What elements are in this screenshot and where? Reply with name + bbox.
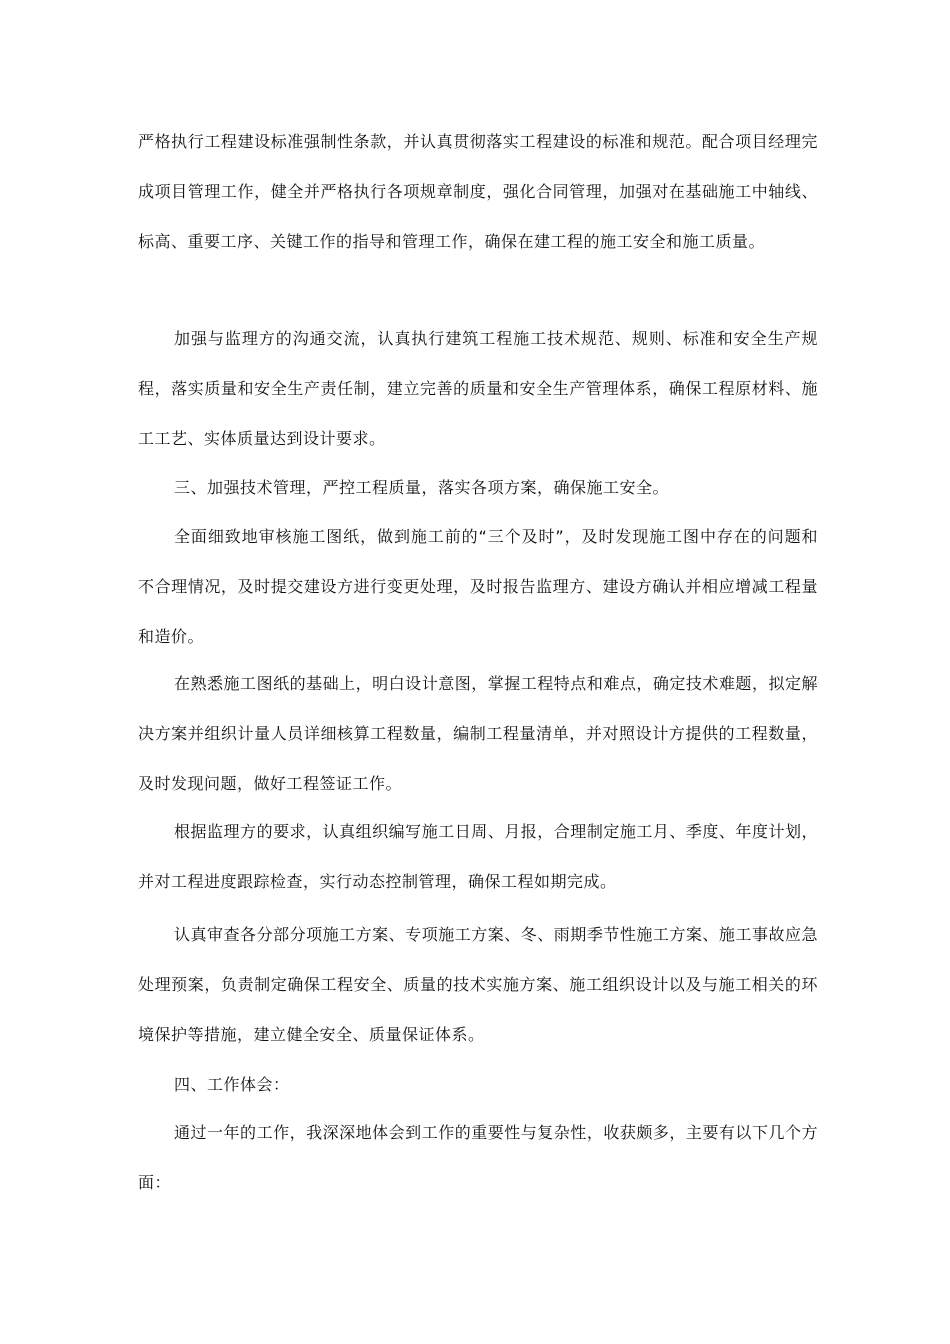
paragraph-standards-compliance: 严格执行工程建设标准强制性条款，并认真贯彻落实工程建设的标准和规范。配合项目经理完成项目管理工作，健全并严格执行各项规章制度，强化合同管理，加强对在基础施工中轴线、标高、重要工序、关键工作的指导和管理工作，确保在建工程的施工安全和施工质量。 (138, 132, 818, 251)
paragraph-progress-planning: 根据监理方的要求，认真组织编写施工日周、月报，合理制定施工月、季度、年度计划，并对工程进度跟踪检查，实行动态控制管理，确保工程如期完成。 (138, 822, 818, 891)
paragraph-construction-plans: 认真审查各分部分项施工方案、专项施工方案、冬、雨期季节性施工方案、施工事故应急处理预案，负责制定确保工程安全、质量的技术实施方案、施工组织设计以及与施工相关的环境保护等措施，建立健全安全、质量保证体系。 (138, 925, 818, 1044)
section-heading-work-experience: 四、工作体会： (174, 1075, 290, 1094)
paragraph-drawing-review: 全面细致地审核施工图纸，做到施工前的“三个及时”，及时发现施工图中存在的问题和不合理情况，及时提交建设方进行变更处理，及时报告监理方、建设方确认并相应增减工程量和造价。 (138, 527, 818, 646)
section-heading-technical-management: 三、加强技术管理，严控工程质量，落实各项方案，确保施工安全。 (174, 478, 670, 497)
paragraph-experience-intro: 通过一年的工作，我深深地体会到工作的重要性与复杂性，收获颇多，主要有以下几个方面： (138, 1123, 818, 1192)
paragraph-quantity-calculation: 在熟悉施工图纸的基础上，明白设计意图，掌握工程特点和难点，确定技术难题，拟定解决方案并组织计量人员详细核算工程数量，编制工程量清单，并对照设计方提供的工程数量，及时发现问题，做好工程签证工作。 (138, 674, 818, 793)
paragraph-supervision-communication: 加强与监理方的沟通交流，认真执行建筑工程施工技术规范、规则、标准和安全生产规程，落实质量和安全生产责任制，建立完善的质量和安全生产管理体系，确保工程原材料、施工工艺、实体质量达到设计要求。 (138, 329, 818, 448)
